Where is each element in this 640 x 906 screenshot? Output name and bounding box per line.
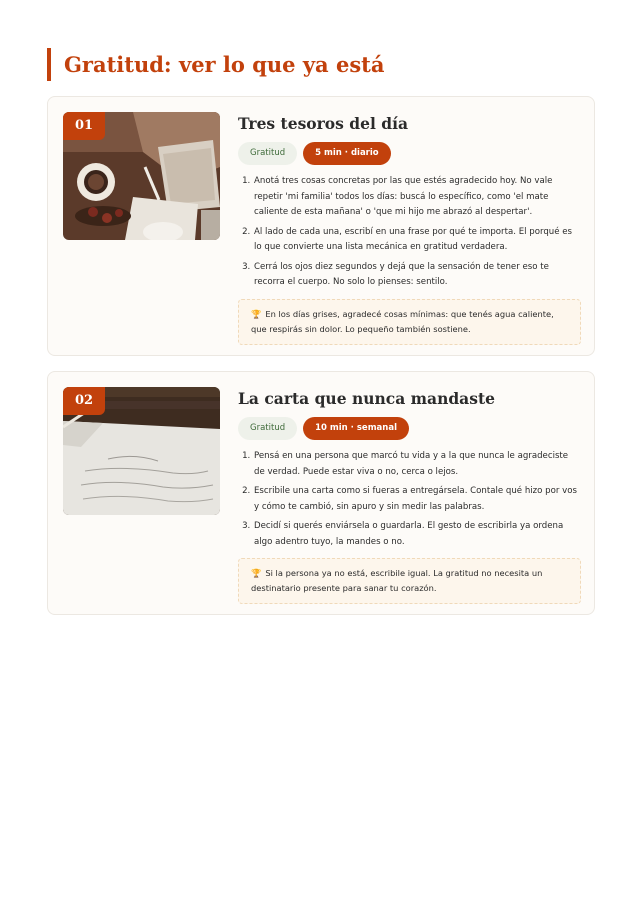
card-number-badge: 02 [63, 387, 105, 415]
page-title: Gratitud: ver lo que ya está [47, 48, 384, 81]
card-image-coffee [63, 112, 220, 240]
step-item: 3. Cerrá los ojos diez segundos y dejá que la sensación de tener eso te recorra el cuerpo. No solo lo pienses: sentilo. [253, 260, 581, 291]
steps-list [238, 174, 581, 291]
card-title: La carta que nunca mandaste [238, 389, 495, 408]
tip-text: En los días grises, agradecé cosas mínimas: que tenés agua caliente, que respirás sin dolor. Lo pequeño también sostiene. [251, 308, 554, 334]
step-item: 3. Decidí si querés enviársela o guardarla. El gesto de escribirla ya ordena algo adentro tuyo, la mandes o no. [253, 519, 581, 550]
tip-box [238, 558, 581, 604]
category-tag: Gratitud [238, 142, 297, 165]
exercise-card [47, 371, 595, 615]
tip-box [238, 299, 581, 345]
duration-tag: 10 min · semanal [303, 417, 409, 440]
card-number-badge: 01 [63, 112, 105, 140]
step-item: 1. Anotá tres cosas concretas por las que estés agradecido hoy. No vale repetir 'mi familia' todos los días: buscá lo específico, como 'el mate caliente de esta mañana' o 'que mi hijo me abrazó al despertar'. [253, 174, 581, 221]
step-item: 2. Al lado de cada una, escribí en una frase por qué te importa. El porqué es lo que convierte una lista mecánica en gratitud verdadera. [253, 225, 581, 256]
step-item: 2. Escribile una carta como si fueras a entregársela. Contale qué hizo por vos y cómo te cambió, sin apuro y sin medir las palabras. [253, 484, 581, 515]
step-item: 1. Pensá en una persona que marcó tu vida y a la que nunca le agradeciste de verdad. Puede estar viva o no, cerca o lejos. [253, 449, 581, 480]
category-tag: Gratitud [238, 417, 297, 440]
trophy-icon: 🏆 [251, 568, 262, 578]
trophy-icon: 🏆 [251, 308, 262, 319]
card-title: Tres tesoros del día [238, 114, 409, 133]
steps-list [238, 449, 581, 550]
exercise-card [47, 96, 595, 356]
card-image-letter [63, 387, 220, 515]
tip-text: Si la persona ya no está, escribile igual. La gratitud no necesita un destinatario presente para sanar tu corazón. [251, 568, 543, 593]
duration-tag: 5 min · diario [303, 142, 391, 165]
